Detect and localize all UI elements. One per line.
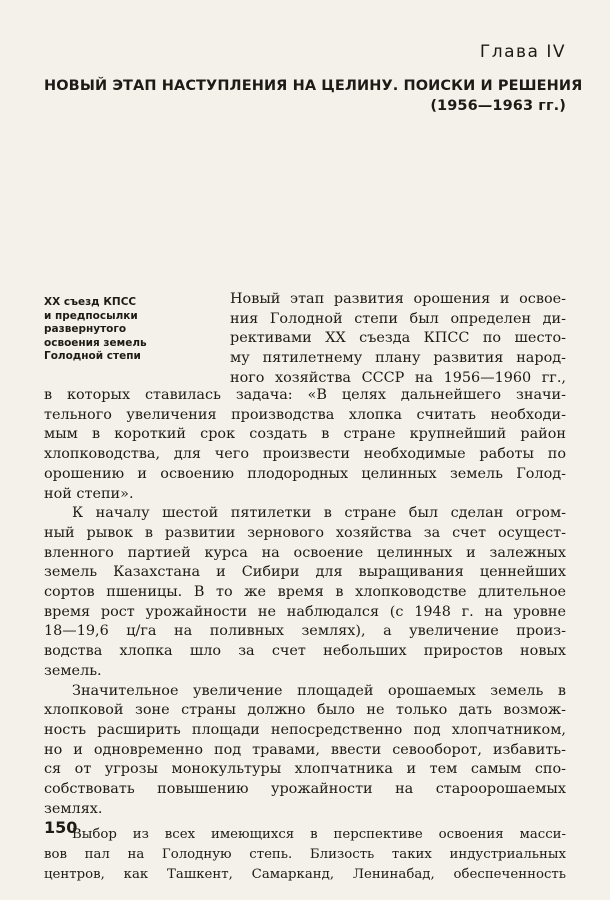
text-line: в которых ставилась задача: «В целях дальнейшего значи- xyxy=(44,387,566,403)
margin-heading xyxy=(44,296,194,364)
paragraph-golodnaya-steppe xyxy=(44,825,566,884)
intro-paragraph xyxy=(230,290,566,389)
chapter-title-dates: (1956—1963 гг.) xyxy=(430,98,566,114)
text-line: землях. xyxy=(44,800,103,817)
text-line: орошению и освоению плодородных целинных земель Голод- xyxy=(44,465,566,482)
text-line: Значительное увеличение площадей орошаемых земель в xyxy=(72,682,566,699)
chapter-label: Глава IV xyxy=(479,42,566,62)
margin-heading-line: Голодной степи xyxy=(44,350,141,362)
text-line: рективами XX съезда КПСС по шесто- xyxy=(230,330,566,347)
text-line: сортов пшеницы. В то же время в хлопководстве длительное xyxy=(44,584,566,601)
text-line: центров, как Ташкент, Самарканд, Ленинабад, обеспеченность xyxy=(44,866,566,882)
text-line: ный рывок в развитии зернового хозяйства за счет осущест- xyxy=(44,524,566,541)
paragraph-grain xyxy=(44,504,566,681)
text-line: ность расширить площади непосредственно под хлопчатником, xyxy=(44,721,566,738)
text-line: ния Голодной степи был определен ди- xyxy=(230,310,566,327)
paragraph-irrigation xyxy=(44,682,566,820)
text-line: ной степи». xyxy=(44,485,134,502)
text-line: земель Казахстана и Сибири для выращивания ценнейших xyxy=(44,564,566,581)
text-line: тельного увеличения производства хлопка считать необходи- xyxy=(44,406,566,423)
text-line: но и одновременно под травами, ввести севооборот, избавить- xyxy=(44,741,566,758)
text-line: Выбор из всех имеющихся в перспективе освоения масси- xyxy=(72,827,566,843)
text-line: ного хозяйства СССР на 1956—1960 гг., xyxy=(230,369,566,386)
text-line: собствовать повышению урожайности на староорошаемых xyxy=(44,781,566,798)
margin-heading-line: XX съезд КПСС xyxy=(44,296,137,308)
text-line: му пятилетнему плану развития народ- xyxy=(230,350,566,367)
text-line: ся от угрозы монокультуры хлопчатника и тем самым спо- xyxy=(44,761,566,778)
margin-heading-line: освоения земель xyxy=(44,336,147,349)
text-line: мым в короткий срок создать в стране крупнейший район xyxy=(44,426,566,443)
text-line: вов пал на Голодную степь. Близость таких индустриальных xyxy=(44,847,566,863)
page-number: 150 xyxy=(44,818,78,837)
main-text xyxy=(44,386,566,885)
chapter-title-line: НОВЫЙ ЭТАП НАСТУПЛЕНИЯ НА ЦЕЛИНУ. ПОИСКИ И РЕШЕНИЯ xyxy=(44,78,583,94)
margin-heading-line: развернутого xyxy=(44,323,127,335)
text-line: вленного партией курса на освоение целинных и залежных xyxy=(44,544,566,561)
text-line: водства хлопка шло за счет небольших приростов новых xyxy=(44,643,566,660)
text-line: К началу шестой пятилетки в стране был сделан огром- xyxy=(72,505,566,522)
text-line: хлопковой зоне страны должно было не только дать возмож- xyxy=(44,702,566,719)
text-line: хлопководства, для чего произвести необходимые работы по xyxy=(44,446,566,463)
text-line: 18—19,6 ц/га на поливных землях), а увеличение произ- xyxy=(44,623,566,640)
paragraph-quote xyxy=(44,386,566,504)
text-line: время рост урожайности не наблюдался (с 1948 г. на уровне xyxy=(44,603,566,620)
chapter-title xyxy=(44,76,583,116)
text-line: Новый этап развития орошения и освое- xyxy=(230,291,566,307)
margin-heading-line: и предпосылки xyxy=(44,309,138,322)
text-line: земель. xyxy=(44,662,102,679)
